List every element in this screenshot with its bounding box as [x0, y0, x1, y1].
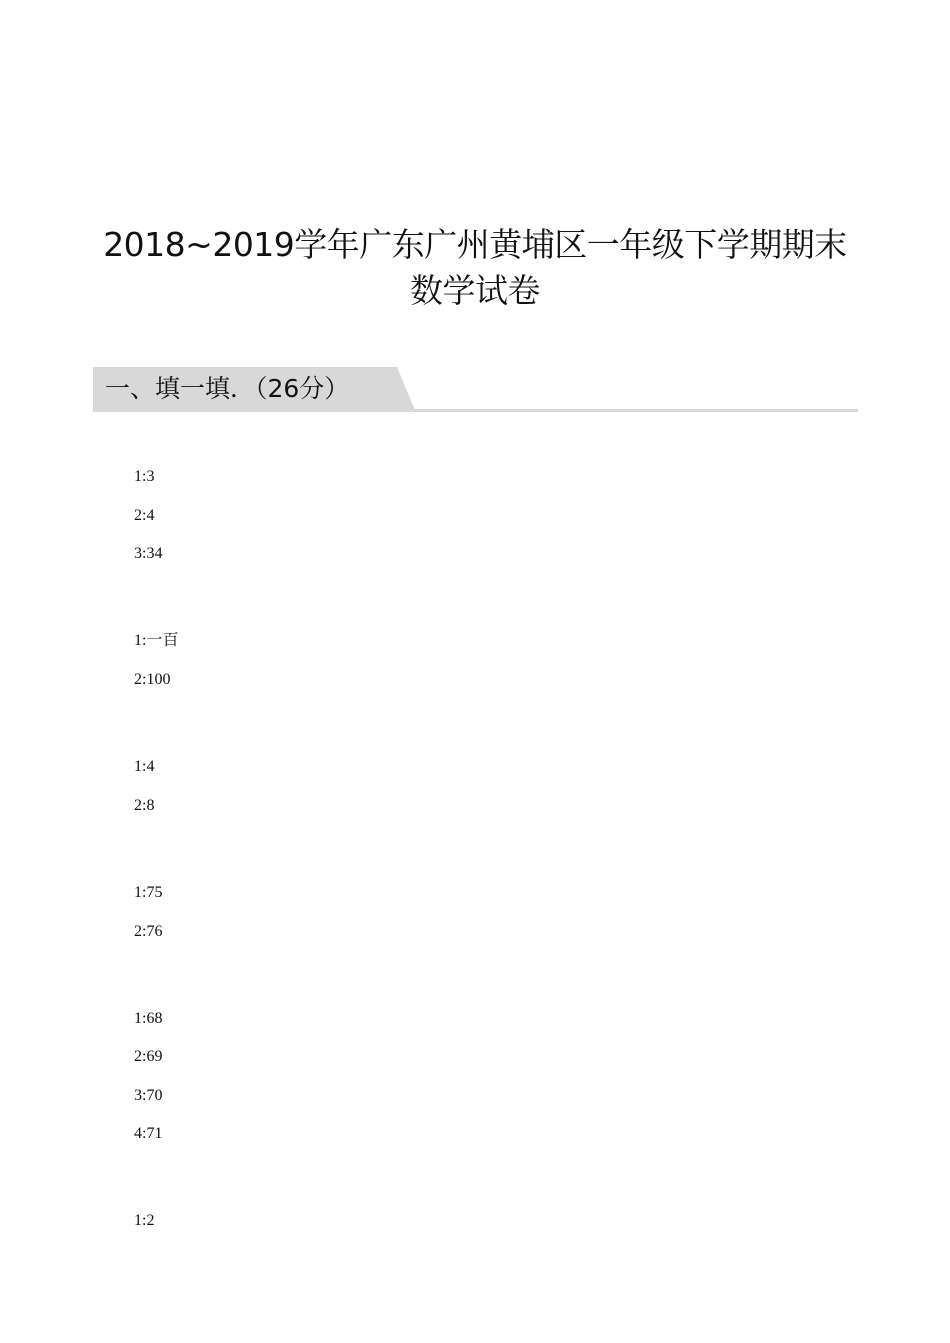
answer-line: 1:一百 [134, 632, 179, 649]
document-title-line-1: 2018~2019学年广东广州黄埔区一年级下学期期末 [103, 225, 847, 264]
answer-line: 3:34 [134, 545, 163, 562]
document-title [60, 222, 890, 314]
document-title-line-2: 数学试卷 [410, 271, 540, 310]
answer-line: 1:68 [134, 1010, 163, 1027]
section-title: 一、填一填．（26分） [105, 374, 350, 403]
answer-line: 2:100 [134, 671, 171, 688]
answer-line: 3:70 [134, 1087, 163, 1104]
answer-line: 4:71 [134, 1125, 163, 1142]
answer-line: 1:4 [134, 758, 155, 775]
answer-line: 2:76 [134, 923, 163, 940]
answer-line: 2:4 [134, 507, 155, 524]
answer-line: 2:8 [134, 797, 155, 814]
answer-line: 1:2 [134, 1212, 155, 1229]
answer-line: 1:75 [134, 884, 163, 901]
answer-line: 2:69 [134, 1048, 163, 1065]
section-header [93, 367, 858, 413]
answer-line: 1:3 [134, 468, 155, 485]
